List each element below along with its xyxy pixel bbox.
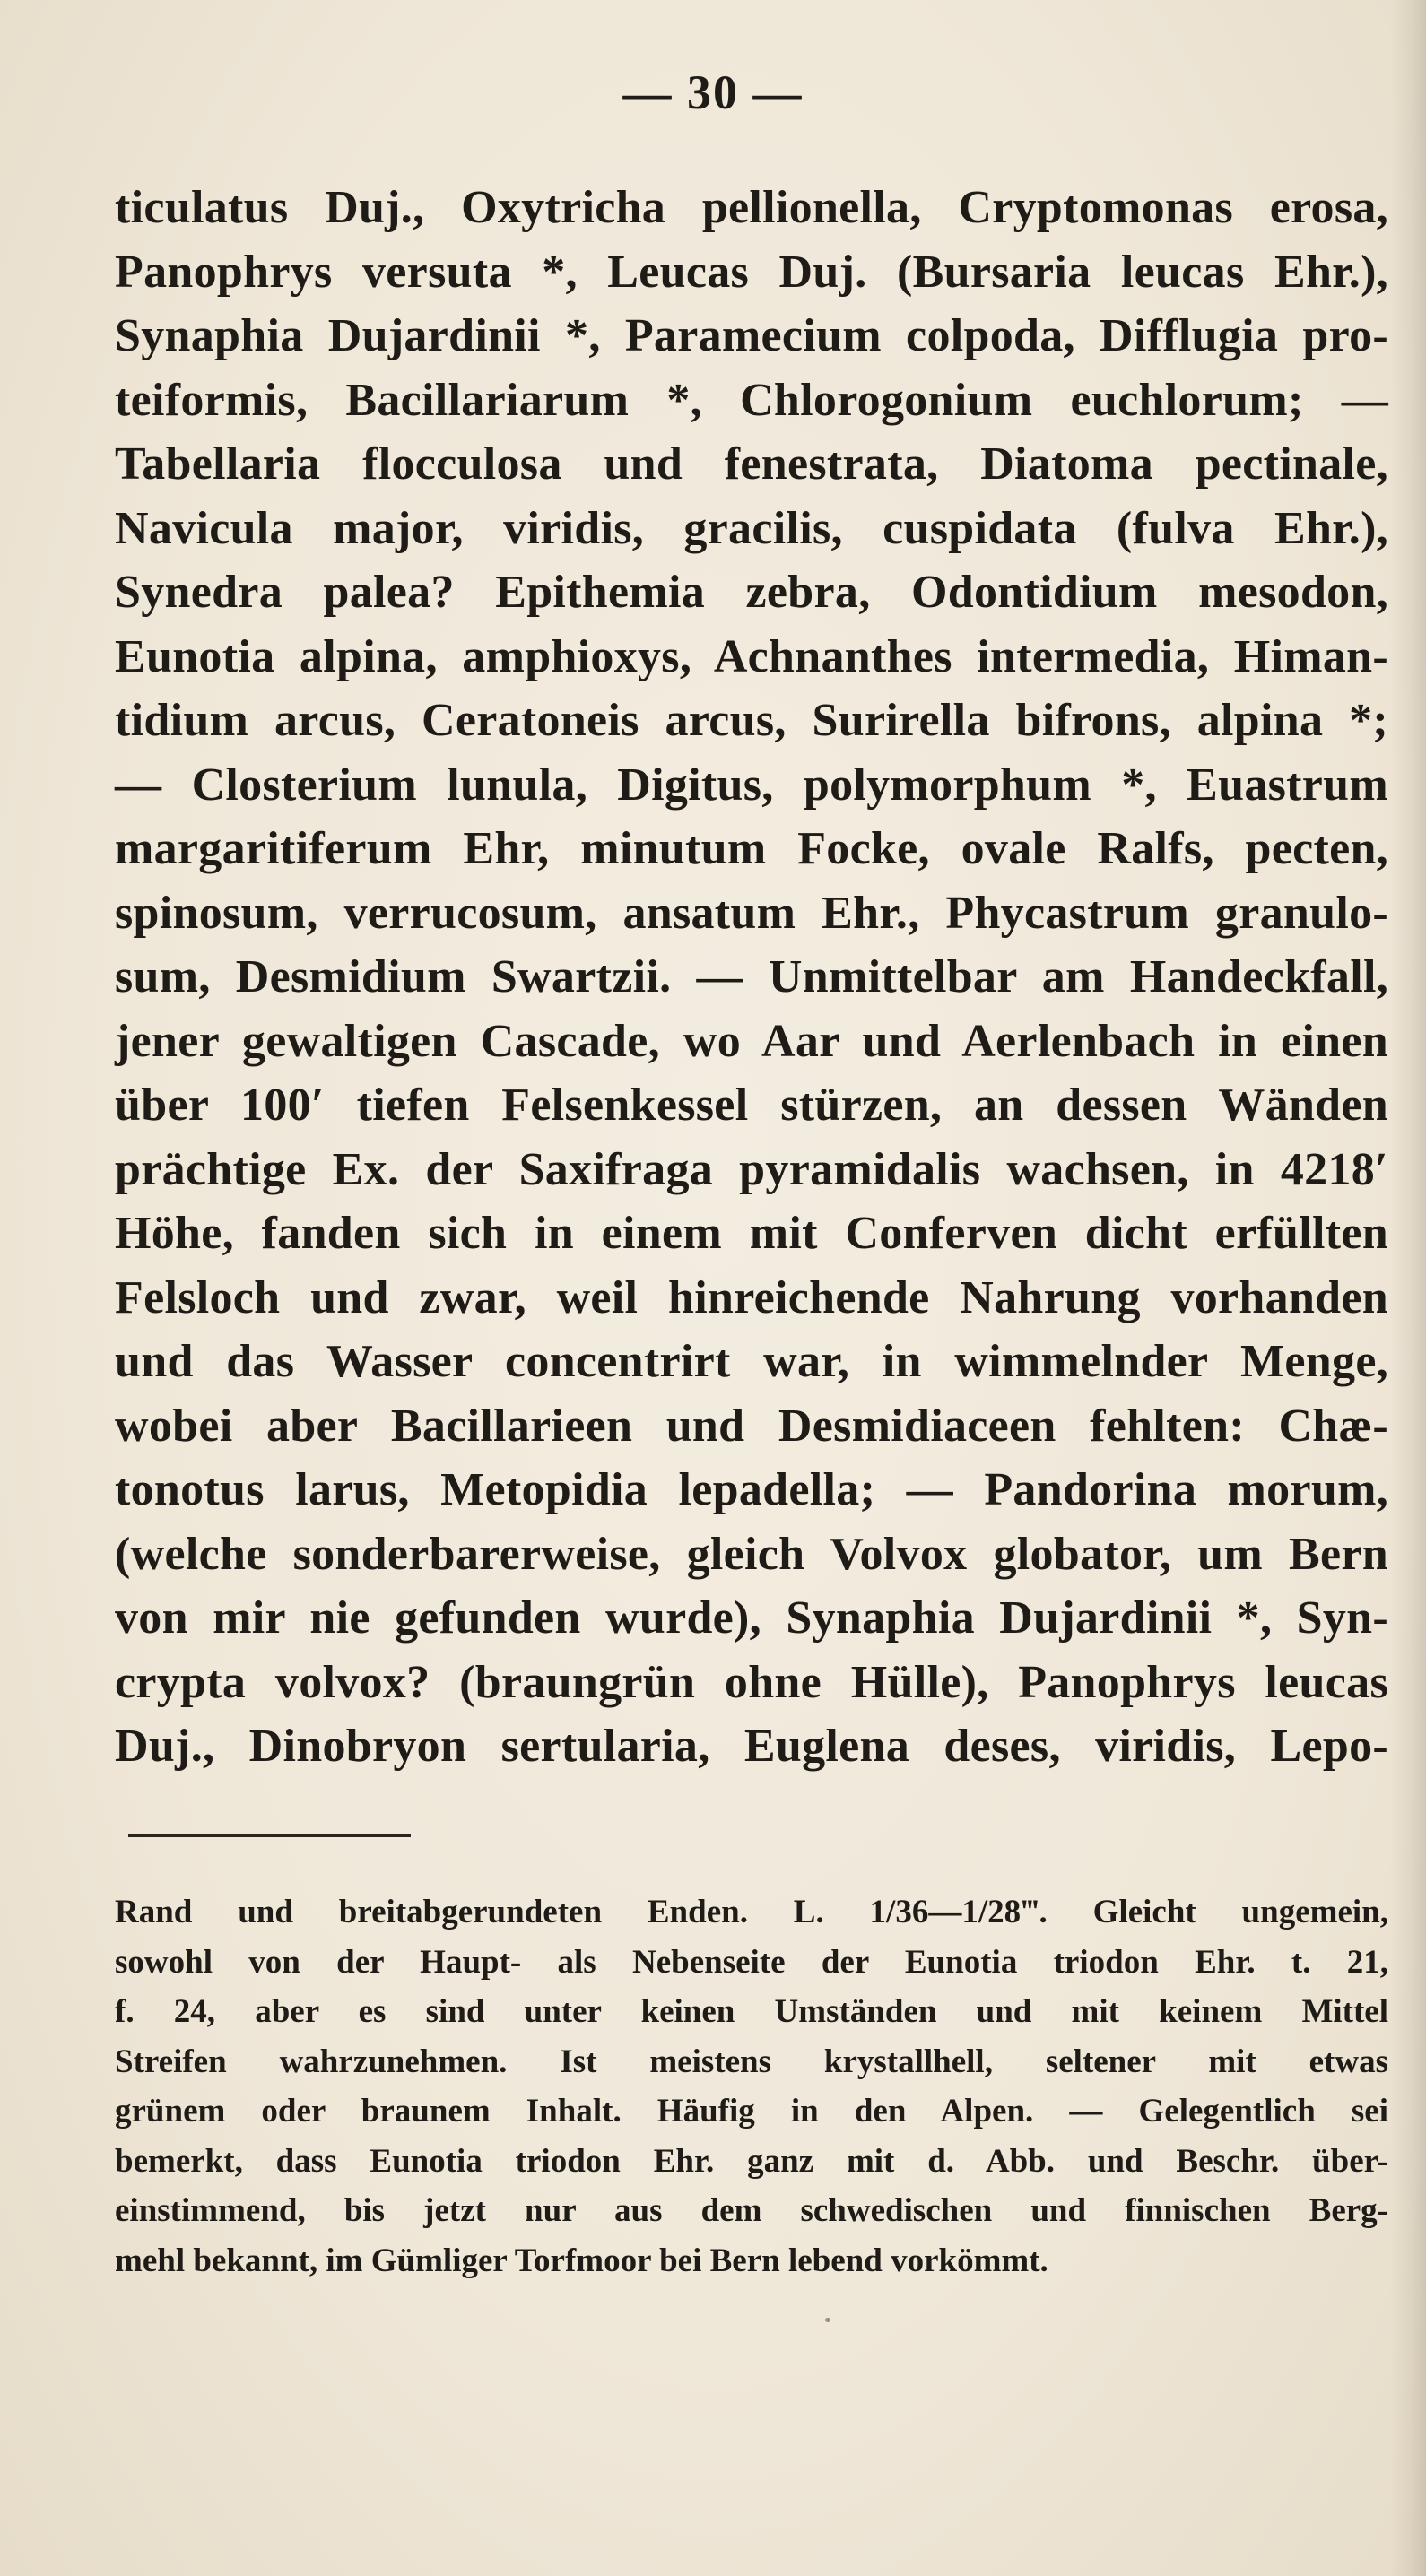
main-text-line: ticulatus Duj., Oxytricha pellionella, Cryptomonas erosa, — [115, 182, 1388, 233]
main-text-line: (welche sonderbarerweise, gleich Volvox globator, um Bern — [115, 1528, 1388, 1580]
main-text-line: Felsloch und zwar, weil hinreichende Nahrung vorhanden — [115, 1271, 1388, 1323]
main-text-line: Höhe, fanden sich in einem mit Conferven dicht erfüllten — [115, 1208, 1388, 1259]
main-text-line: teiformis, Bacillariarum *, Chlorogonium euchlorum; — — [115, 374, 1388, 426]
main-text-line: Duj., Dinobryon sertularia, Euglena deses, viridis, Lepo- — [115, 1721, 1388, 1772]
footnote-line: sowohl von der Haupt- als Nebenseite der Eunotia triodon Ehr. t. 21, — [115, 1943, 1388, 1981]
footnote-rule — [128, 1834, 411, 1837]
main-text-line: über 100′ tiefen Felsenkessel stürzen, an dessen Wänden — [115, 1080, 1388, 1131]
page-gutter-shadow — [1390, 0, 1426, 2576]
main-text-line: margaritiferum Ehr, minutum Focke, ovale Ralfs, pecten, — [115, 823, 1388, 874]
main-text-line: Eunotia alpina, amphioxys, Achnanthes intermedia, Himan- — [115, 630, 1388, 682]
main-text-line: tidium arcus, Ceratoneis arcus, Surirella bifrons, alpina *; — [115, 695, 1388, 746]
footnote-line: f. 24, aber es sind unter keinen Umständen und mit keinem Mittel — [115, 1993, 1388, 2030]
main-text-line: von mir nie gefunden wurde), Synaphia Dujardinii *, Syn- — [115, 1592, 1388, 1644]
footnote-line: Rand und breitabgerundeten Enden. L. 1/36—1/28‴. Gleicht ungemein, — [115, 1894, 1388, 1930]
footnote-line: bemerkt, dass Eunotia triodon Ehr. ganz mit d. Abb. und Beschr. über- — [115, 2142, 1388, 2180]
footnote-line: einstimmend, bis jetzt nur aus dem schwedischen und finnischen Berg- — [115, 2192, 1388, 2229]
main-text-line: Tabellaria flocculosa und fenestrata, Diatoma pectinale, — [115, 438, 1388, 490]
main-text-body — [115, 176, 1388, 1779]
main-text-line: Synedra palea? Epithemia zebra, Odontidium mesodon, — [115, 567, 1388, 618]
main-text-line: spinosum, verrucosum, ansatum Ehr., Phycastrum granulo- — [115, 887, 1388, 939]
footnote-body — [115, 1887, 1388, 2285]
main-text-line: Navicula major, viridis, gracilis, cuspidata (fulva Ehr.), — [115, 502, 1388, 554]
main-text-line: crypta volvox? (braungrün ohne Hülle), Panophrys leucas — [115, 1656, 1388, 1708]
main-text-line: — Closterium lunula, Digitus, polymorphum *, Euastrum — [115, 759, 1388, 811]
main-text-line: jener gewaltigen Cascade, wo Aar und Aerlenbach in einen — [115, 1015, 1388, 1067]
footnote-line: grünem oder braunem Inhalt. Häufig in den Alpen. — Gelegentlich sei — [115, 2093, 1388, 2129]
footnote-line: Streifen wahrzunehmen. Ist meistens krystallhell, seltener mit etwas — [115, 2043, 1388, 2080]
main-text-line: sum, Desmidium Swartzii. — Unmittelbar am Handeckfall, — [115, 951, 1388, 1002]
main-text-line: wobei aber Bacillarieen und Desmidiaceen fehlten: Chæ- — [115, 1400, 1388, 1452]
main-text-line: und das Wasser concentrirt war, in wimmelnder Menge, — [115, 1336, 1388, 1387]
main-text-line: prächtige Ex. der Saxifraga pyramidalis wachsen, in 4218′ — [115, 1143, 1388, 1195]
page-number: — 30 — — [622, 65, 804, 119]
main-text-line: Synaphia Dujardinii *, Paramecium colpoda, Difflugia pro- — [115, 310, 1388, 361]
footnote-line: mehl bekannt, im Gümliger Torfmoor bei Bern lebend vorkömmt. — [115, 2242, 1048, 2279]
main-text-line: tonotus larus, Metopidia lepadella; — Pandorina morum, — [115, 1464, 1388, 1515]
main-text-line: Panophrys versuta *, Leucas Duj. (Bursaria leucas Ehr.), — [115, 246, 1388, 298]
paper-speck — [825, 2318, 830, 2322]
